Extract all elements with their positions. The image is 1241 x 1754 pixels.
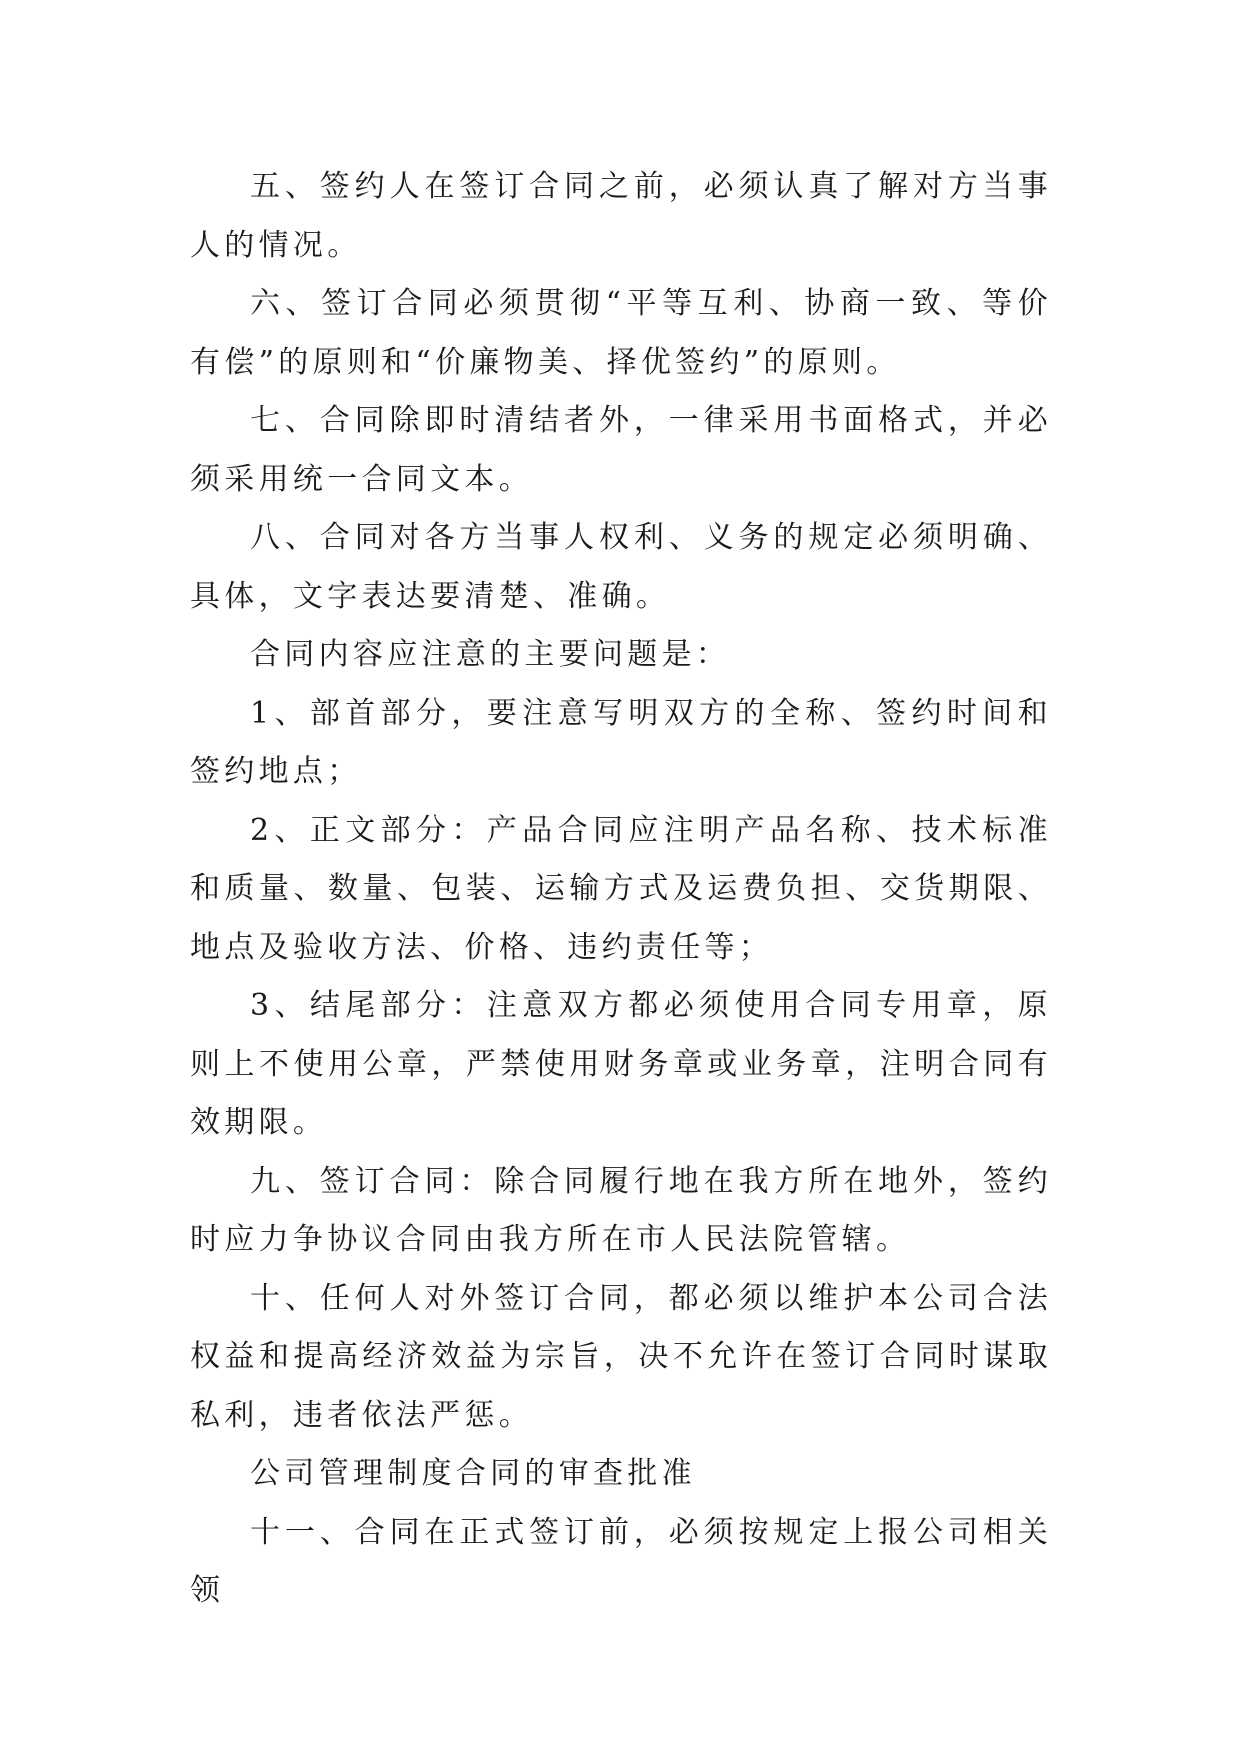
paragraph-6: 六、签订合同必须贯彻“平等互利、协商一致、等价有偿”的原则和“价廉物美、择优签约”的原则。 bbox=[190, 286, 1052, 380]
paragraph-item-3: 3、结尾部分：注意双方都必须使用合同专用章，原则上不使用公章，严禁使用财务章或业务章，注明合同有效期限。 bbox=[190, 988, 1052, 1140]
section-heading: 公司管理制度合同的审查批准 bbox=[250, 1456, 696, 1491]
paragraph-9: 九、签订合同：除合同履行地在我方所在地外，签约时应力争协议合同由我方所在市人民法院管辖。 bbox=[190, 1163, 1052, 1257]
document-page bbox=[190, 158, 1052, 1621]
paragraph-item-1: 1、部首部分，要注意写明双方的全称、签约时间和签约地点； bbox=[190, 695, 1052, 789]
paragraph-11: 十一、合同在正式签订前，必须按规定上报公司相关领 bbox=[190, 1514, 1052, 1608]
paragraph-8: 八、合同对各方当事人权利、义务的规定必须明确、具体，文字表达要清楚、准确。 bbox=[190, 520, 1052, 614]
paragraph-10: 十、任何人对外签订合同，都必须以维护本公司合法权益和提高经济效益为宗旨，决不允许在签订合同时谋取私利，违者依法严惩。 bbox=[190, 1280, 1052, 1433]
paragraph-5: 五、签约人在签订合同之前，必须认真了解对方当事人的情况。 bbox=[190, 169, 1052, 263]
paragraph-item-2: 2、正文部分：产品合同应注明产品名称、技术标准和质量、数量、包装、运输方式及运费负担、交货期限、地点及验收方法、价格、违约责任等； bbox=[190, 812, 1052, 965]
paragraph-7: 七、合同除即时清结者外，一律采用书面格式，并必须采用统一合同文本。 bbox=[190, 403, 1052, 497]
paragraph-content-intro: 合同内容应注意的主要问题是： bbox=[250, 637, 731, 672]
